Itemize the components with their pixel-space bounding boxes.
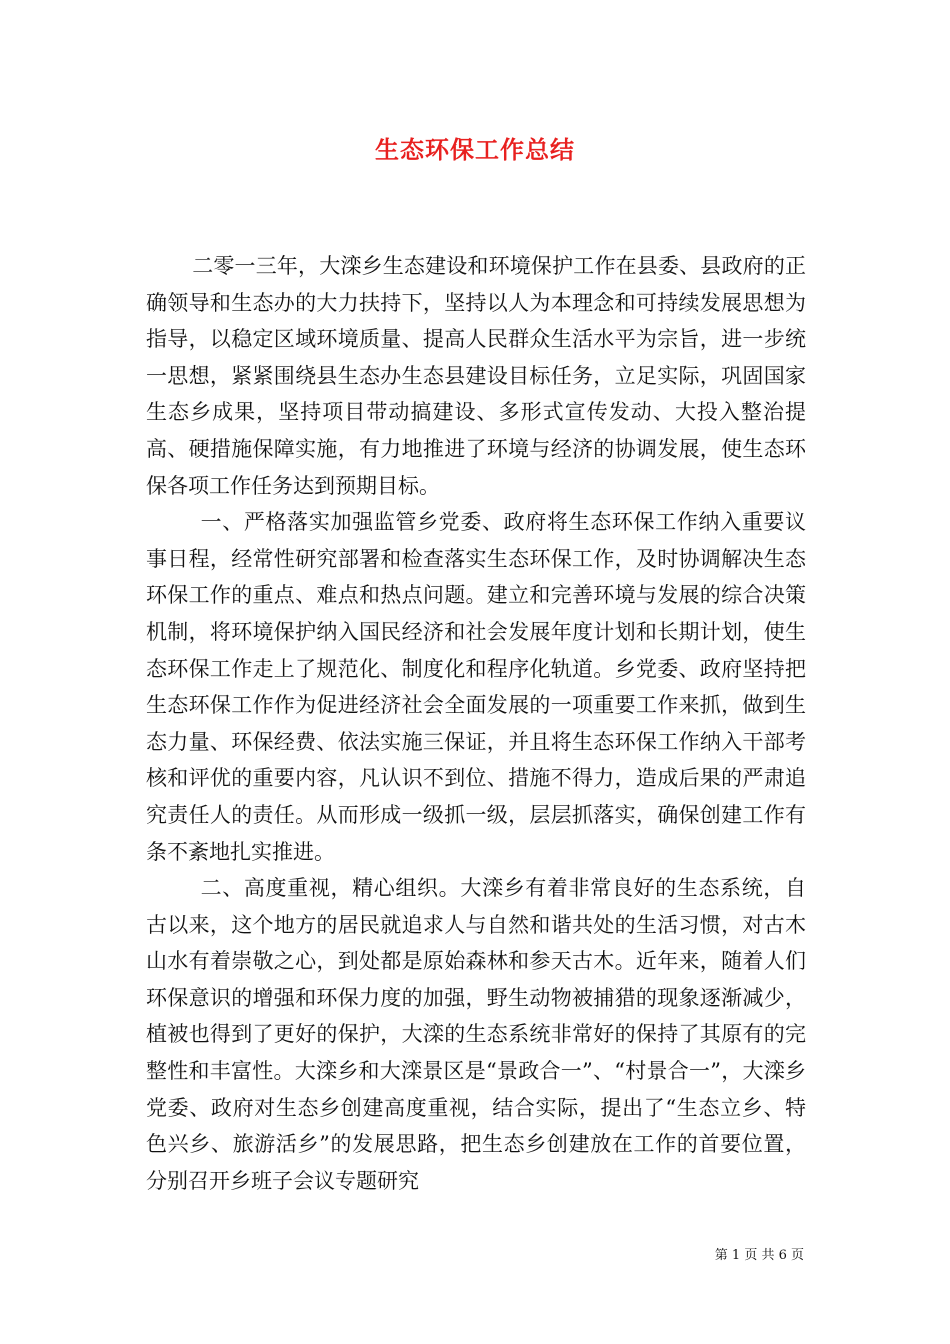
document-body <box>146 248 806 1199</box>
body-paragraph-2: 一、严格落实加强监管乡党委、政府将生态环保工作纳入重要议事日程，经常性研究部署和检查落实生态环保工作，及时协调解决生态环保工作的重点、难点和热点问题。建立和完善环境与发展的综合决策机制，将环境保护纳入国民经济和社会发展年度计划和长期计划，使生态环保工作走上了规范化、制度化和程序化轨道。乡党委、政府坚持把生态环保工作作为促进经济社会全面发展的一项重要工作来抓，做到生态力量、环保经费、依法实施三保证，并且将生态环保工作纳入干部考核和评优的重要内容，凡认识不到位、措施不得力，造成后果的严肃追究责任人的责任。从而形成一级抓一级，层层抓落实，确保创建工作有条不紊地扎实推进。 <box>146 510 806 864</box>
document-title: 生态环保工作总结 <box>375 135 575 164</box>
body-paragraph-1: 二零一三年，大滦乡生态建设和环境保护工作在县委、县政府的正确领导和生态办的大力扶持下，坚持以人为本理念和可持续发展思想为指导，以稳定区域环境质量、提高人民群众生活水平为宗旨，进一步统一思想，紧紧围绕县生态办生态县建设目标任务，立足实际，巩固国家生态乡成果，坚持项目带动搞建设、多形式宣传发动、大投入整治提高、硬措施保障实施，有力地推进了环境与经济的协调发展，使生态环保各项工作任务达到预期目标。 <box>146 254 806 498</box>
body-paragraph-3: 二、高度重视，精心组织。大滦乡有着非常良好的生态系统，自古以来，这个地方的居民就追求人与自然和谐共处的生活习惯，对古木山水有着崇敬之心，到处都是原始森林和参天古木。近年来，随着人们环保意识的增强和环保力度的加强，野生动物被捕猎的现象逐渐减少，植被也得到了更好的保护，大滦的生态系统非常好的保持了其原有的完整性和丰富性。大滦乡和大滦景区是“景政合一”、“村景合一”，大滦乡党委、政府对生态乡创建高度重视，结合实际，提出了“生态立乡、特色兴乡、旅游活乡”的发展思路，把生态乡创建放在工作的首要位置，分别召开乡班子会议专题研究 <box>146 876 806 1193</box>
page-number-footer: 第 1 页 共 6 页 <box>714 1248 804 1263</box>
